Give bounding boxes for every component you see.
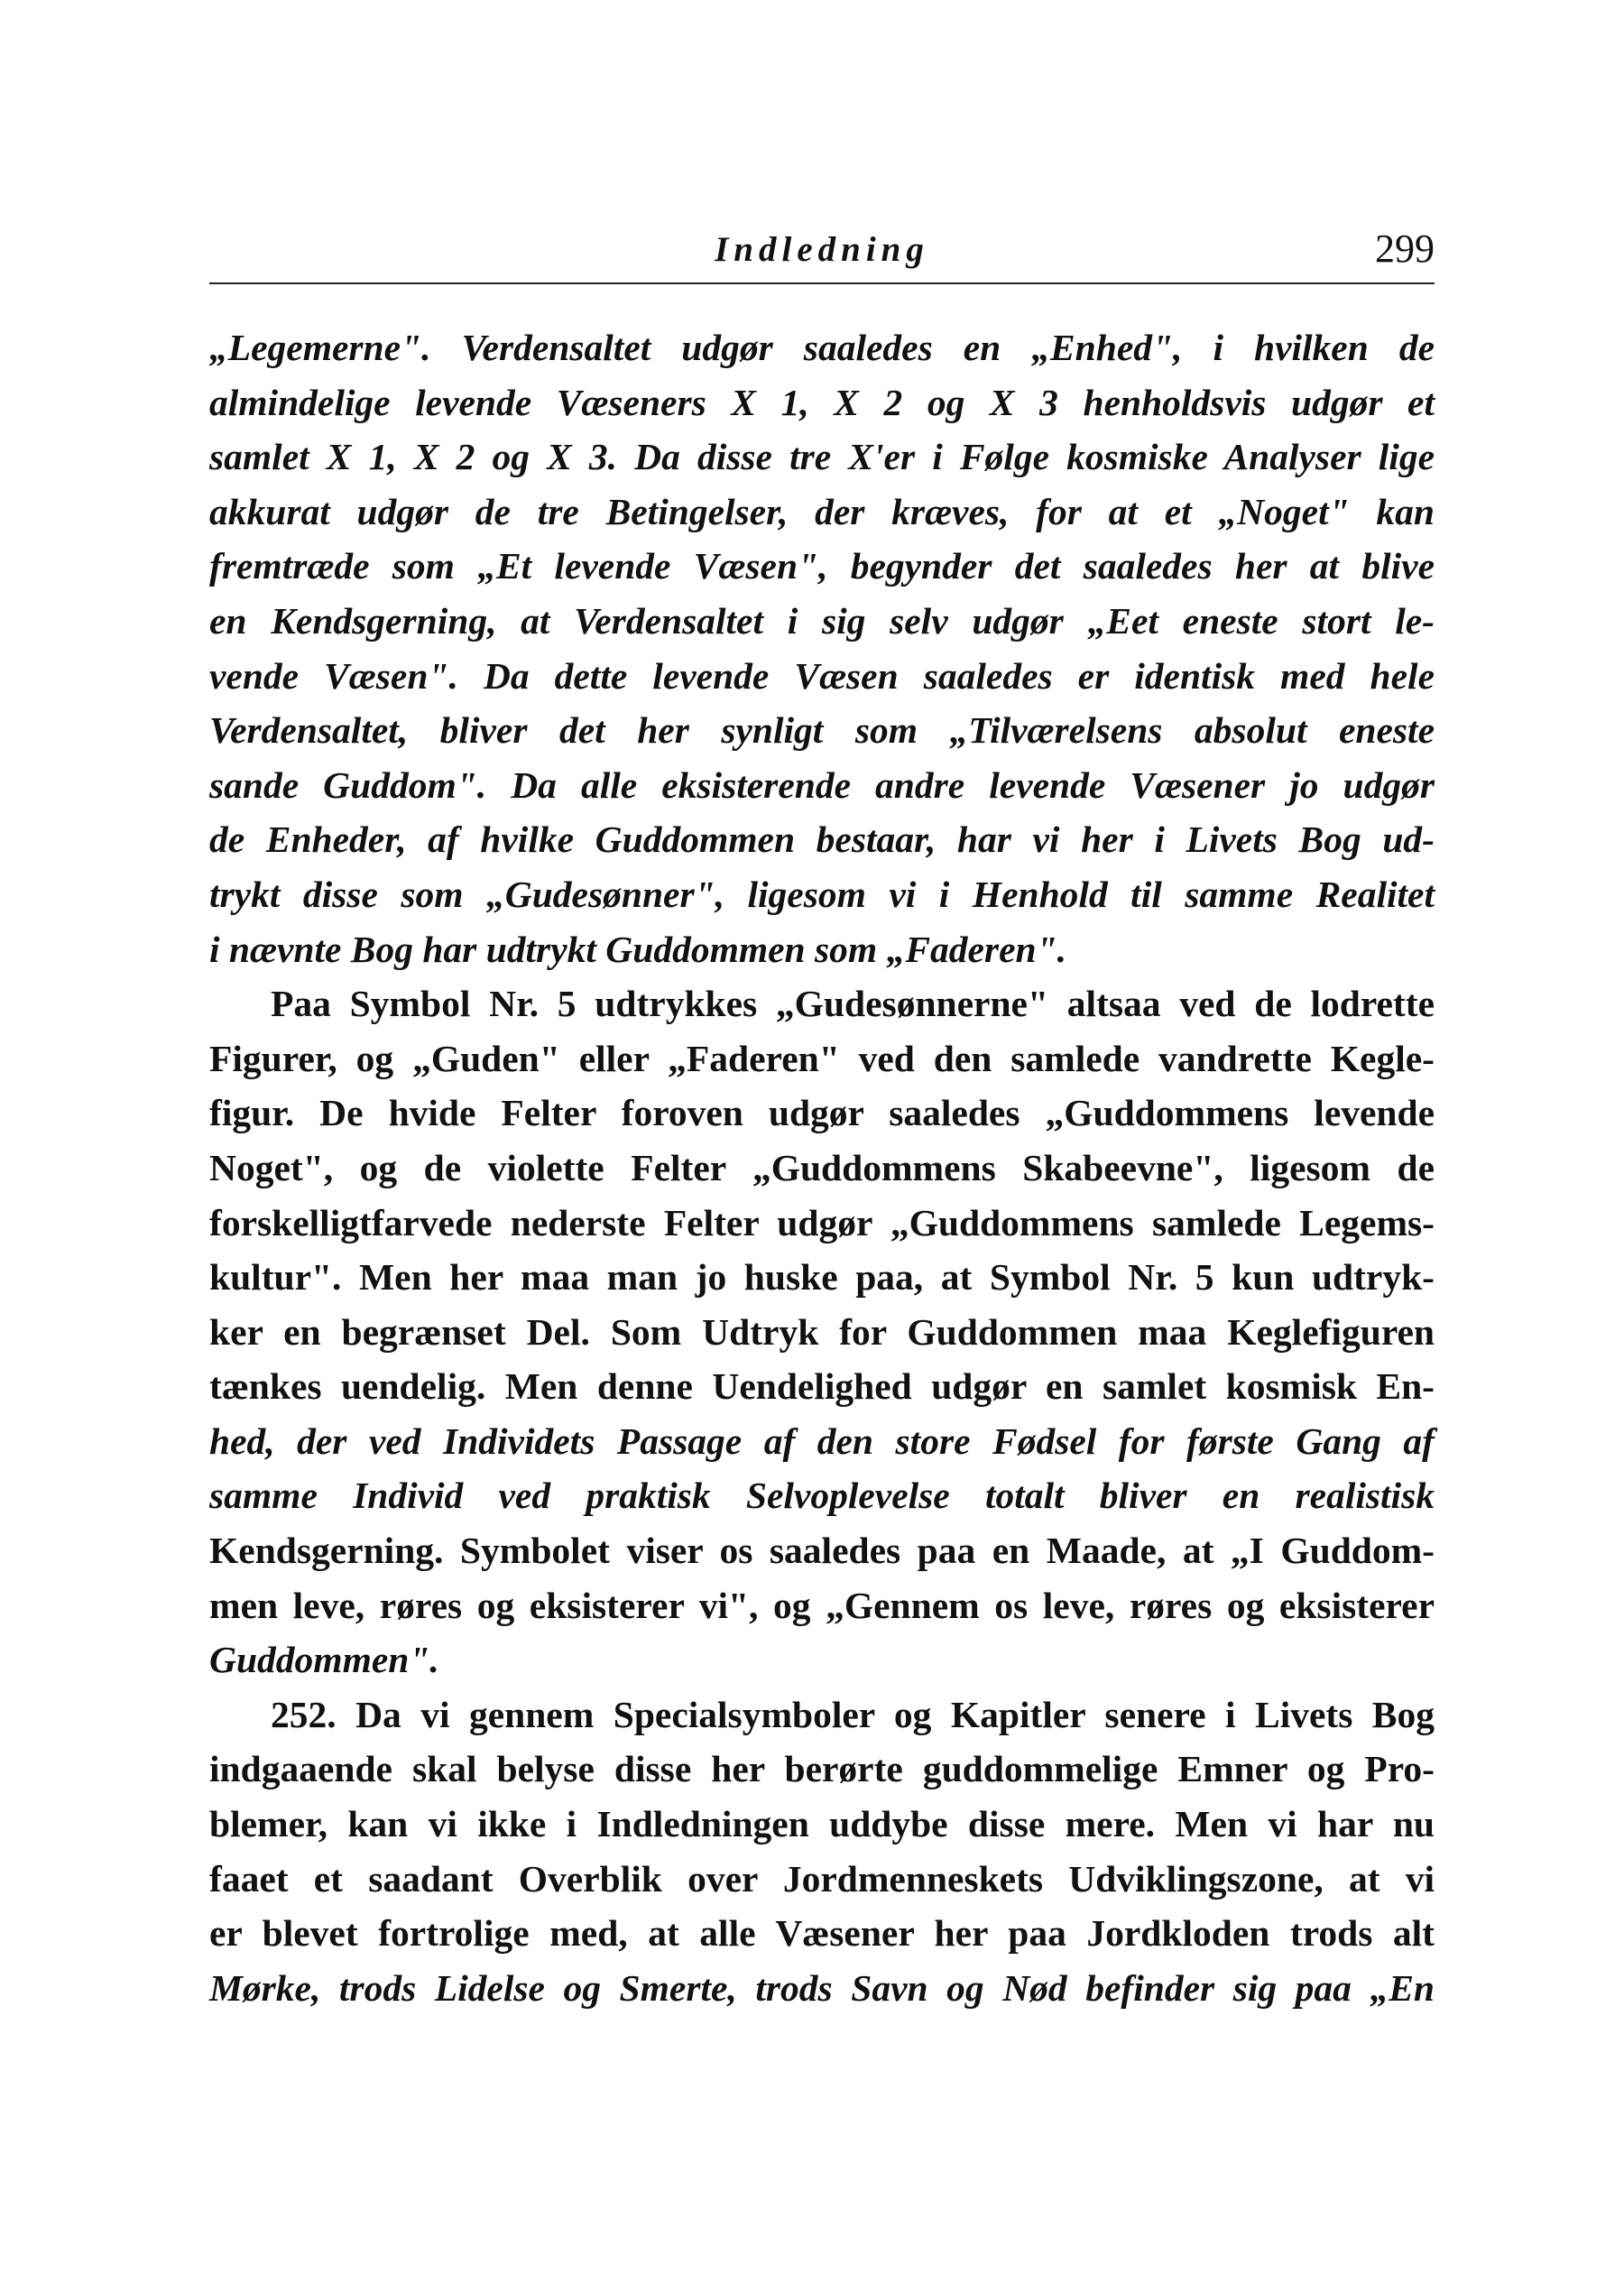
page-number: 299: [1375, 227, 1435, 271]
text-line: i nævnte Bog har udtrykt Guddommen som „Faderen".: [209, 928, 1066, 970]
text-line: forskelligtfarvede nederste Felter udgør „Guddommens samlede Legems-: [209, 1201, 1435, 1244]
text-line: er blevet fortrolige med, at alle Væsener her paa Jordkloden trods alt: [209, 1912, 1435, 1955]
page-header: [209, 227, 1435, 285]
text-line: Mørke, trods Lidelse og Smerte, trods Savn og Nød befinder sig paa „En: [209, 1966, 1435, 2009]
text-line: ker en begrænset Del. Som Udtryk for Guddommen maa Keglefiguren: [209, 1310, 1435, 1353]
text-line: figur. De hvide Felter foroven udgør saaledes „Guddommens levende: [209, 1092, 1435, 1134]
running-title: Indledning: [715, 230, 929, 269]
text-line: samlet X 1, X 2 og X 3. Da disse tre X'er i Følge kosmiske Analyser lige: [209, 436, 1435, 478]
text-line: Verdensaltet, bliver det her synligt som „Tilværelsens absolut eneste: [209, 709, 1435, 752]
text-line: blemer, kan vi ikke i Indledningen uddybe disse mere. Men vi har nu: [209, 1803, 1435, 1845]
text-line: vende Væsen". Da dette levende Væsen saaledes er identisk med hele: [209, 654, 1435, 697]
text-line: almindelige levende Væseners X 1, X 2 og X 3 henholdsvis udgør et: [209, 381, 1435, 423]
text-line: sande Guddom". Da alle eksisterende andre levende Væsener jo udgør: [209, 763, 1435, 806]
text-line: „Legemerne". Verdensaltet udgør saaledes en „Enhed", i hvilken de: [209, 327, 1435, 368]
text-line: akkurat udgør de tre Betingelser, der kræves, for at et „Noget" kan: [209, 490, 1435, 532]
text-line: de Enheder, af hvilke Guddommen bestaar, har vi her i Livets Bog ud-: [209, 818, 1435, 861]
text-line: indgaaende skal belyse disse her berørte guddommelige Emner og Pro-: [209, 1748, 1435, 1790]
text-line: Noget", og de violette Felter „Guddommens Skabeevne", ligesom de: [209, 1146, 1435, 1188]
body-text: [209, 320, 1435, 2015]
text-line: 252. Da vi gennem Specialsymboler og Kapitler senere i Livets Bog: [271, 1693, 1435, 1735]
header-rule: [209, 282, 1435, 284]
text-line: men leve, røres og eksisterer vi", og „Gennem os leve, røres og eksisterer: [209, 1584, 1435, 1626]
text-line: samme Individ ved praktisk Selvoplevelse totalt bliver en realistisk: [209, 1475, 1435, 1517]
text-line: Guddommen".: [209, 1639, 439, 1681]
text-line: Figurer, og „Guden" eller „Faderen" ved den samlede vandrette Kegle-: [209, 1037, 1435, 1079]
text-line: trykt disse som „Gudesønner", ligesom vi i Henhold til samme Realitet: [209, 873, 1435, 915]
text-line: tænkes uendelig. Men denne Uendelighed udgør en samlet kosmisk En-: [209, 1365, 1435, 1408]
text-line: Paa Symbol Nr. 5 udtrykkes „Gudesønnerne" altsaa ved de lodrette: [271, 983, 1435, 1025]
text-line: en Kendsgerning, at Verdensaltet i sig selv udgør „Eet eneste stort le-: [209, 599, 1435, 642]
text-line: Kendsgerning. Symbolet viser os saaledes paa en Maade, at „I Guddom-: [209, 1530, 1435, 1572]
text-line: faaet et saadant Overblik over Jordmenneskets Udviklingszone, at vi: [209, 1857, 1435, 1900]
text-line: kultur". Men her maa man jo huske paa, at Symbol Nr. 5 kun udtryk-: [209, 1256, 1435, 1299]
text-line: hed, der ved Individets Passage af den store Fødsel for første Gang af: [209, 1419, 1435, 1462]
text-line: fremtræde som „Et levende Væsen", begynder det saaledes her at blive: [209, 545, 1435, 587]
